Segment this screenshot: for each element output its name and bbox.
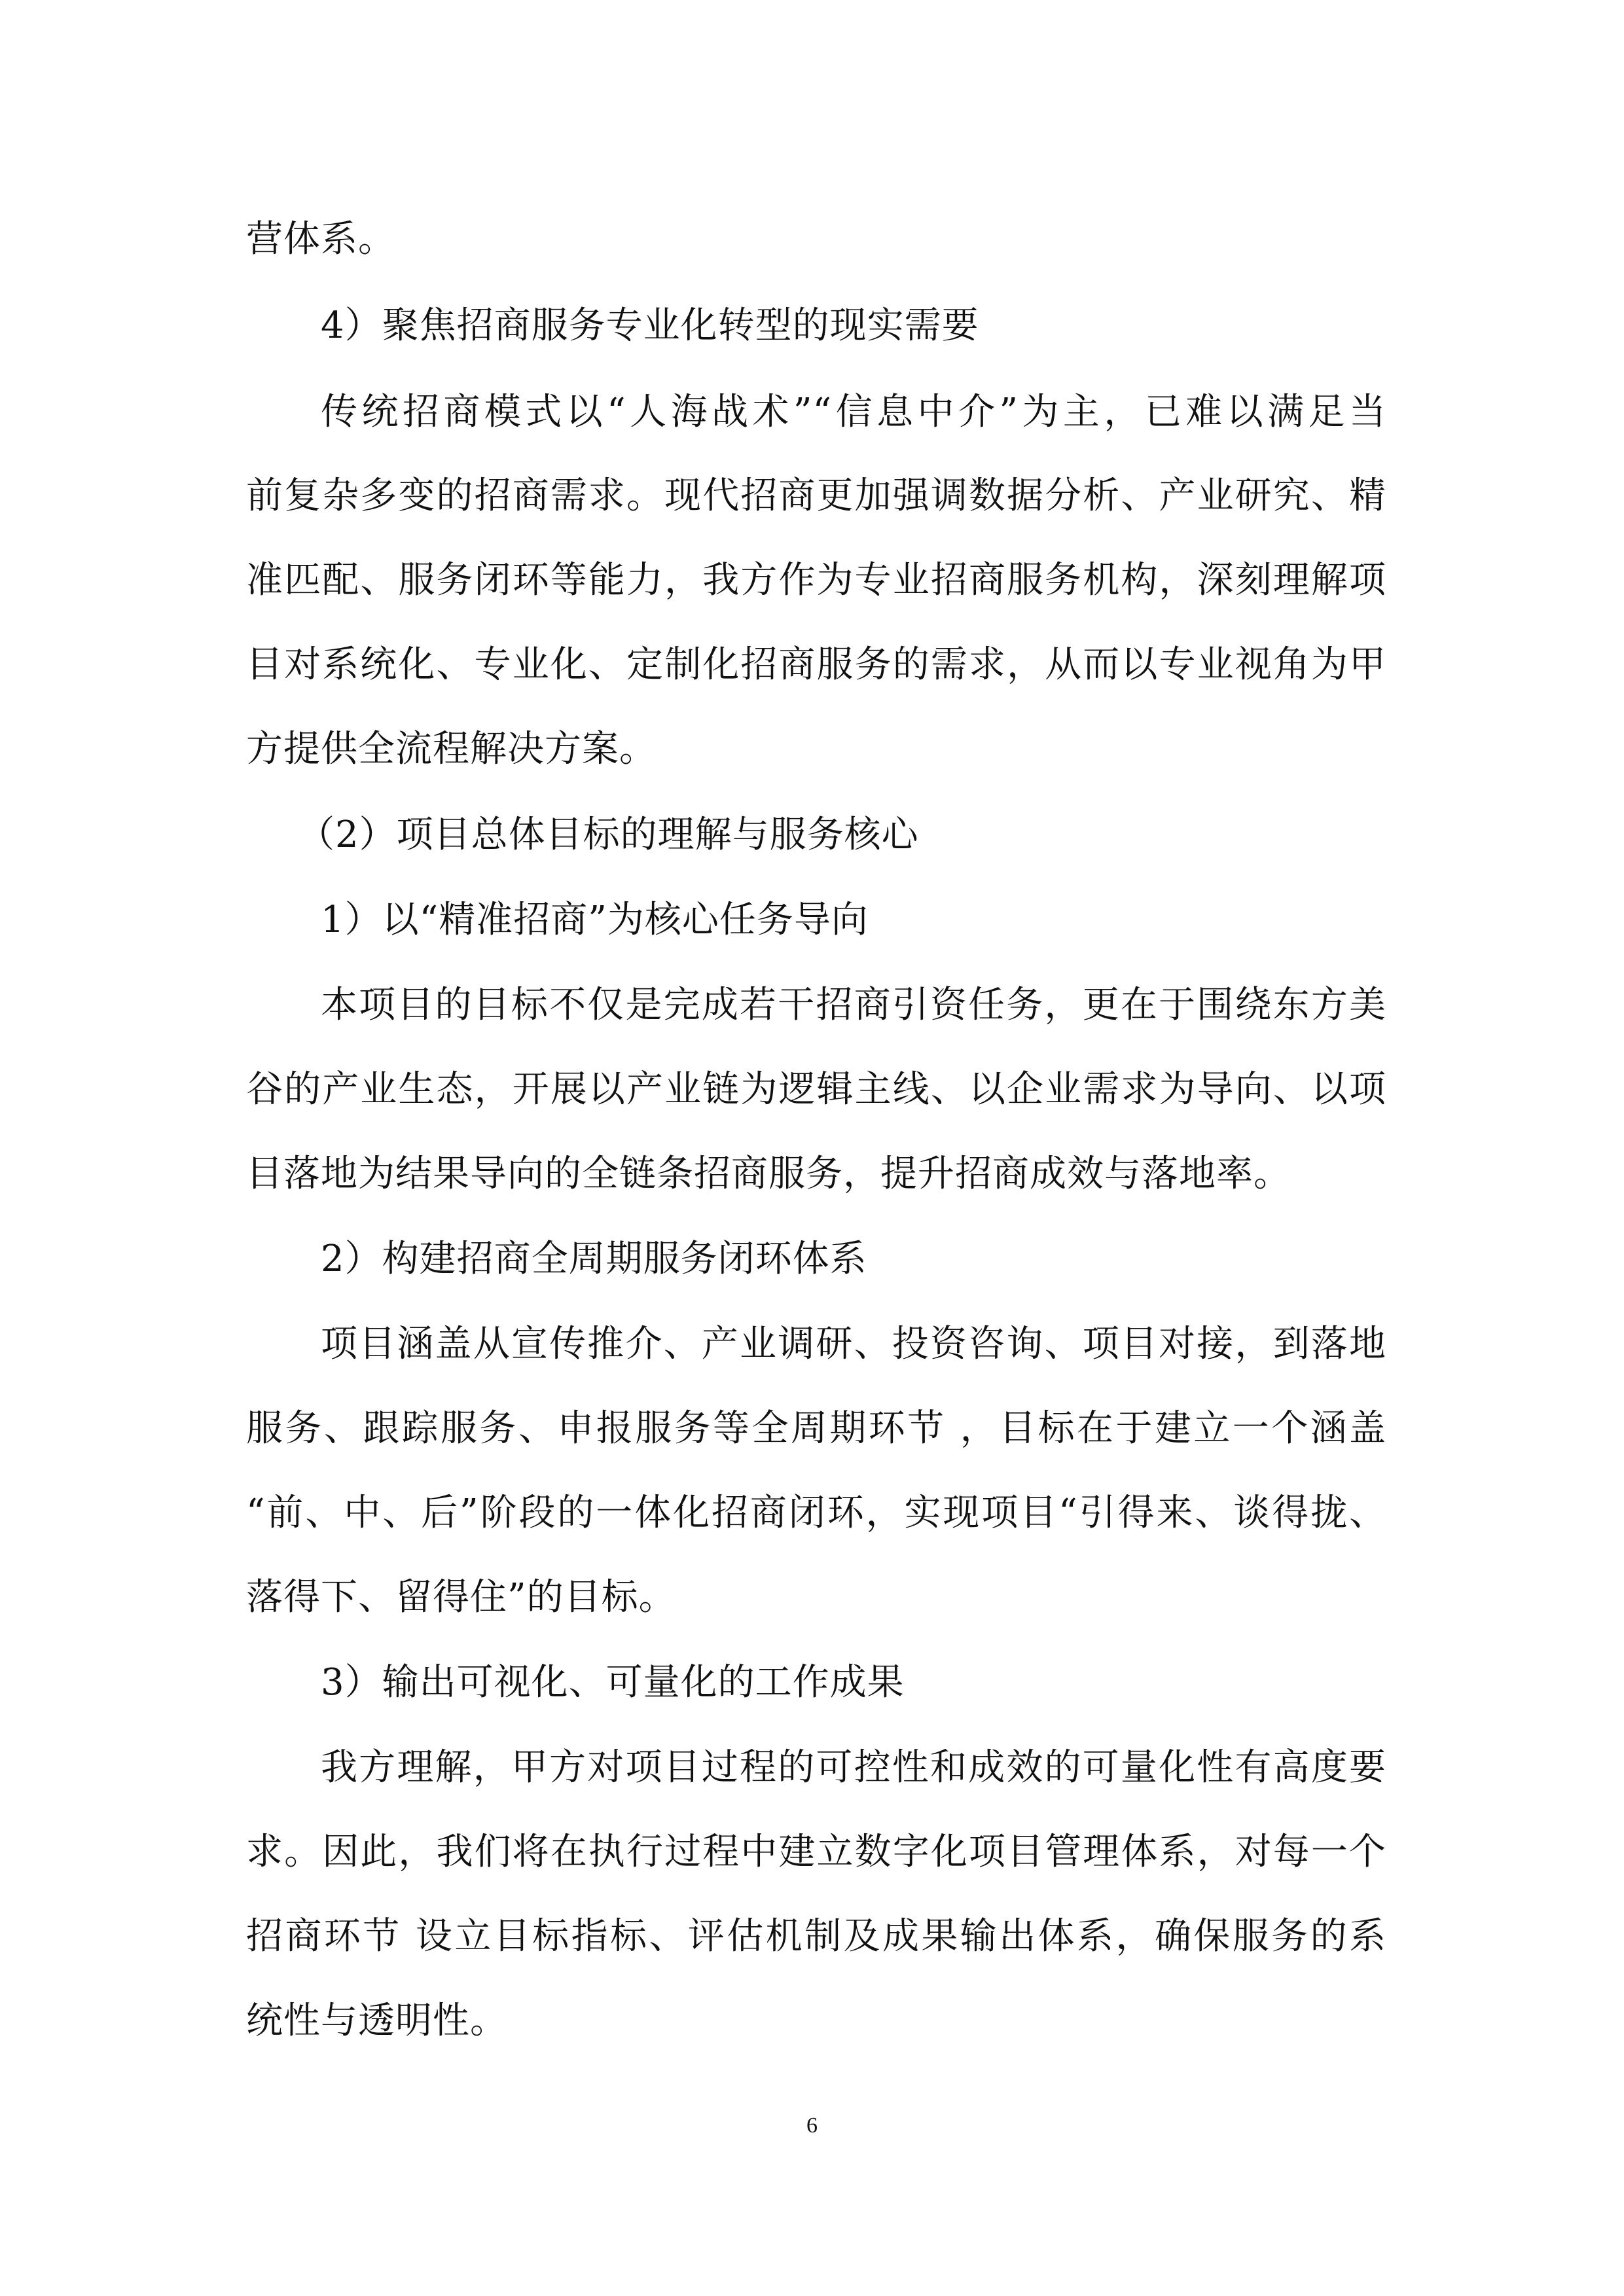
paragraph-line: 统性与透明性。 [246,2000,507,2042]
paragraph-line: 招商环节 设立目标指标、评估机制及成果输出体系，确保服务的系 [246,1915,1386,1958]
paragraph-line: 服务、跟踪服务、申报服务等全周期环节 ，目标在于建立一个涵盖 [246,1407,1386,1450]
paragraph-line: 我方理解，甲方对项目过程的可控性和成效的可量化性有高度要 [321,1746,1386,1789]
paragraph-line: 目落地为结果导向的全链条招商服务，提升招商成效与落地率。 [246,1153,1291,1195]
section-heading: 1）以“精准招商”为核心任务导向 [321,899,869,941]
section-heading: 4）聚焦招商服务专业化转型的现实需要 [321,304,979,347]
paragraph-line: 求。因此，我们将在执行过程中建立数字化项目管理体系，对每一个 [246,1831,1386,1873]
paragraph-line: 谷的产业生态，开展以产业链为逻辑主线、以企业需求为导向、以项 [246,1068,1386,1111]
paragraph-line: 营体系。 [246,218,395,260]
paragraph-line: 本项目的目标不仅是完成若干招商引资任务，更在于围绕东方美 [321,984,1386,1026]
paragraph-line: 落得下、留得住”的目标。 [246,1576,676,1619]
section-heading: （2）项目总体目标的理解与服务核心 [298,814,919,856]
page-number: 6 [806,2113,818,2138]
paragraph-line: 项目涵盖从宣传推介、产业调研、投资咨询、项目对接，到落地 [321,1323,1386,1365]
paragraph-line: 方提供全流程解决方案。 [246,728,657,770]
section-heading: 2）构建招商全周期服务闭环体系 [321,1238,867,1280]
paragraph-line: 准匹配、服务闭环等能力，我方作为专业招商服务机构，深刻理解项 [246,559,1386,601]
paragraph-line: 传统招商模式以“人海战术”“信息中介”为主，已难以满足当 [321,391,1386,433]
paragraph-line: “前、中、后”阶段的一体化招商闭环，实现项目“引得来、谈得拢、 [246,1492,1386,1534]
paragraph-line: 前复杂多变的招商需求。现代招商更加强调数据分析、产业研究、精 [246,475,1386,517]
section-heading: 3）输出可视化、可量化的工作成果 [321,1661,905,1704]
paragraph-line: 目对系统化、专业化、定制化招商服务的需求，从而以专业视角为甲 [246,643,1386,686]
